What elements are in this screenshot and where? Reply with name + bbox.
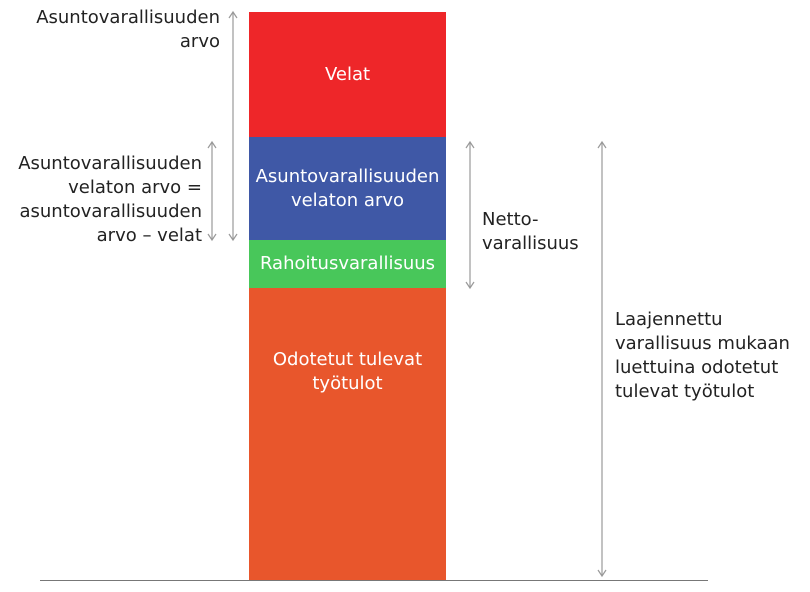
asuntovarallisuuden-arvo-arrow	[229, 12, 237, 240]
asuntovarallisuuden-arvo-annotation: Asuntovarallisuuden arvo	[36, 7, 220, 52]
velaton-arvo-annotation: Asuntovarallisuuden velaton arvo = asuntovarallisuuden arvo – velat	[18, 153, 202, 246]
velaton-arvo-arrow	[208, 142, 216, 240]
rahoitusvarallisuus-label: Rahoitusvarallisuus	[259, 253, 436, 274]
laajennettu-varallisuus-arrow	[598, 142, 606, 576]
asuntovarallisuuden-velaton-arvo-label: Asuntovarallisuuden velaton arvo	[255, 165, 440, 211]
nettovarallisuus-annotation: Netto- varallisuus	[482, 209, 579, 254]
laajennettu-varallisuus-annotation: Laajennettu varallisuus mukaan luettuina odotetut tulevat työtulot	[615, 309, 790, 402]
baseline	[40, 580, 708, 581]
odotetut-tulevat-tyotulot-label: Odotetut tulevat työtulot	[272, 349, 423, 394]
nettovarallisuus-arrow	[466, 142, 474, 288]
velat-label: Velat	[324, 63, 371, 85]
